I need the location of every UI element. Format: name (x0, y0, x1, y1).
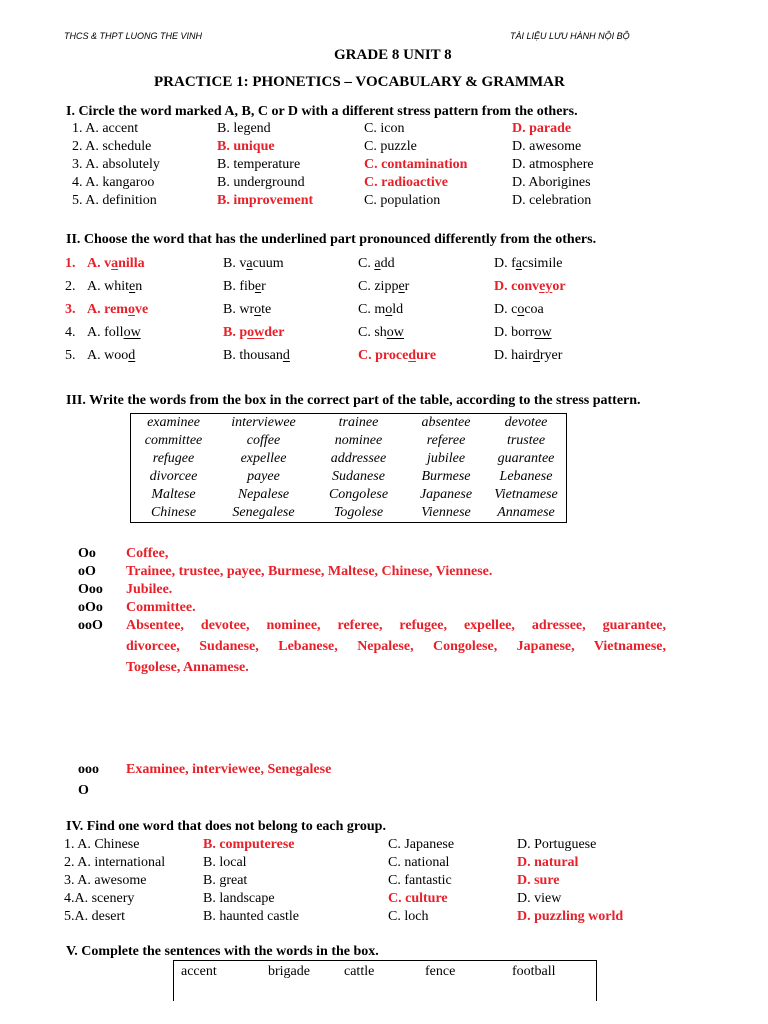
header-school: THCS & THPT LUONG THE VINH (64, 31, 203, 41)
option-b: B. underground (217, 175, 305, 190)
word-box (130, 413, 567, 523)
option-a: 5.A. desert (64, 909, 126, 924)
stress-pattern-label: oO (78, 564, 96, 579)
option-b: B. local (203, 855, 247, 870)
word-box-cell: devotee (504, 415, 548, 430)
option-a: A. remove (87, 302, 149, 317)
word-box-row (131, 432, 567, 450)
option-a: 4.A. scenery (64, 891, 135, 906)
word-box-cell: Togolese (333, 505, 384, 520)
option-b: B. temperature (217, 157, 301, 172)
underlined-sound: a (111, 256, 119, 271)
option-b: B. vacuum (223, 256, 284, 271)
word-box-cell: examinee (147, 415, 200, 430)
stress-pattern-label: Ooo (78, 582, 103, 597)
option-c: C. Japanese (388, 837, 455, 852)
option-d: D. facsimile (494, 256, 563, 271)
option-c: C. puzzle (364, 139, 417, 154)
option-a: A. vanilla (87, 256, 145, 271)
word-box-5 (173, 960, 597, 1001)
word-box-item: brigade (268, 964, 310, 979)
stress-pattern-label: O (78, 783, 89, 798)
word-box-cell: Nepalese (237, 487, 290, 502)
stress-pattern-answer: Trainee, trustee, payee, Burmese, Maltese, Chinese, Viennese. (126, 564, 493, 579)
option-b: B. landscape (203, 891, 275, 906)
option-a: 1. A. accent (72, 121, 139, 136)
option-c: C. icon (364, 121, 405, 136)
stress-pattern-answer: Jubilee. (126, 582, 173, 597)
word-box-row (131, 486, 567, 504)
option-c: C. show (358, 325, 404, 340)
option-b: B. wrote (223, 302, 272, 317)
underlined-sound: a (374, 256, 381, 271)
option-c: C. loch (388, 909, 429, 924)
word-box-cell: Senegalese (232, 505, 295, 520)
option-c: C. national (388, 855, 450, 870)
option-a: 3. A. absolutely (72, 157, 160, 172)
option-b: B. haunted castle (203, 909, 300, 924)
option-c: C. culture (388, 891, 448, 906)
word-box-cell: nominee (334, 433, 383, 448)
word-box-cell: Chinese (150, 505, 197, 520)
option-d: D. parade (512, 121, 572, 136)
option-b: B. legend (217, 121, 271, 136)
word-box-row (131, 414, 567, 433)
question-number: 4. (65, 325, 76, 340)
question-number: 2. (65, 279, 76, 294)
option-c: C. population (364, 193, 441, 208)
word-box-cell: Lebanese (499, 469, 553, 484)
option-d: D. natural (517, 855, 579, 870)
option-c: C. add (358, 256, 395, 271)
option-c: C. procedure (358, 348, 437, 363)
header-note: TÀI LIỆU LƯU HÀNH NỘI BỘ (510, 31, 630, 41)
word-box-cell: coffee (246, 433, 281, 448)
page-subtitle: PRACTICE 1: PHONETICS – VOCABULARY & GRAMMAR (154, 74, 565, 90)
word-box-cell: jubilee (426, 451, 466, 466)
option-b: B. improvement (217, 193, 314, 208)
option-d: D. view (517, 891, 562, 906)
stress-pattern-label: oOo (78, 600, 103, 615)
underlined-sound: e (254, 279, 262, 294)
word-box-cell: refugee (152, 451, 195, 466)
underlined-sound: o (127, 302, 135, 317)
word-box-item: fence (425, 964, 456, 979)
option-a: 4. A. kangaroo (72, 175, 155, 190)
option-b: B. thousand (223, 348, 290, 363)
option-c: C. zipper (358, 279, 410, 294)
word-box-item: football (512, 964, 556, 979)
question-number: 1. (65, 256, 76, 271)
option-d: D. puzzling world (517, 909, 624, 924)
word-box-cell: trainee (338, 415, 379, 430)
option-a: A. wood (87, 348, 136, 363)
word-box-cell: guarantee (497, 451, 555, 466)
option-b: B. unique (217, 139, 275, 154)
option-a: 3. A. awesome (64, 873, 147, 888)
option-a: 5. A. definition (72, 193, 157, 208)
underlined-sound: ow (386, 325, 404, 340)
word-box-cell: Sudanese (332, 469, 385, 484)
option-a: 1. A. Chinese (64, 837, 140, 852)
stress-pattern-label: ooo (78, 762, 99, 777)
option-c: C. radioactive (364, 175, 448, 190)
word-box-cell: Viennese (421, 505, 471, 520)
word-box-row (131, 450, 567, 468)
word-box-cell: payee (247, 469, 280, 484)
underlined-sound: a (246, 256, 253, 271)
page-title: GRADE 8 UNIT 8 (334, 47, 452, 63)
word-box-item: accent (181, 964, 217, 979)
option-b: B. computerese (203, 837, 295, 852)
word-box-cell: Vietnamese (494, 487, 558, 502)
word-box-cell: Annamese (497, 505, 555, 520)
underlined-sound: e (129, 279, 136, 294)
option-d: D. hairdryer (494, 348, 563, 363)
underlined-sound: ow (534, 325, 552, 340)
stress-pattern-answer: divorcee, Sudanese, Lebanese, Nepalese, Congolese, Japanese, Vietnamese, (126, 639, 666, 654)
question-number: 3. (65, 302, 76, 317)
word-box-item: cattle (344, 964, 375, 979)
section-3-heading: III. Write the words from the box in the correct part of the table, according to the stress pattern. (66, 393, 641, 408)
underlined-sound: ow (247, 325, 265, 340)
underlined-sound: ey (539, 279, 553, 294)
word-box-cell: Japanese (419, 487, 473, 502)
word-box-cell: Burmese (421, 469, 471, 484)
stress-pattern-answer: Coffee, (126, 546, 169, 561)
word-box-cell: Maltese (151, 487, 196, 502)
option-d: D. Portuguese (517, 837, 597, 852)
option-d: D. borrow (494, 325, 552, 340)
option-c: C. mold (358, 302, 404, 317)
word-box-cell: expellee (240, 451, 287, 466)
stress-pattern-answer: Absentee, devotee, nominee, referee, refugee, expellee, adressee, guarantee, (126, 618, 666, 633)
option-b: B. great (203, 873, 248, 888)
word-box-cell: Congolese (328, 487, 389, 502)
option-d: D. sure (517, 873, 560, 888)
option-d: D. awesome (512, 139, 582, 154)
word-box-cell: referee (426, 433, 466, 448)
option-a: A. follow (87, 325, 141, 340)
underlined-sound: o (385, 302, 393, 317)
option-c: C. fantastic (388, 873, 452, 888)
option-d: D. conveyor (494, 279, 566, 294)
section-1-heading: I. Circle the word marked A, B, C or D with a different stress pattern from the others. (66, 104, 578, 119)
underlined-sound: d (408, 348, 417, 363)
option-a: A. whiten (87, 279, 143, 294)
option-d: D. atmosphere (512, 157, 594, 172)
option-b: B. fiber (223, 279, 266, 294)
section-2-heading: II. Choose the word that has the underlined part pronounced differently from the others. (66, 232, 597, 247)
word-box-cell: divorcee (149, 469, 198, 484)
option-d: D. celebration (512, 193, 592, 208)
option-b: B. powder (223, 325, 285, 340)
option-a: 2. A. schedule (72, 139, 152, 154)
stress-pattern-label: Oo (78, 546, 96, 561)
section-4-heading: IV. Find one word that does not belong to each group. (66, 819, 386, 834)
word-box-row (131, 468, 567, 486)
word-box-cell: addressee (330, 451, 387, 466)
underlined-sound: d (532, 348, 540, 363)
underlined-sound: e (398, 279, 405, 294)
word-box-cell: committee (144, 433, 203, 448)
word-box-cell: trustee (506, 433, 546, 448)
word-box-row (131, 504, 567, 523)
word-box-cell: interviewee (231, 415, 296, 430)
option-d: D. Aborigines (512, 175, 591, 190)
option-d: D. cocoa (494, 302, 544, 317)
stress-pattern-label: ooO (78, 618, 103, 633)
option-a: 2. A. international (64, 855, 166, 870)
section-5-heading: V. Complete the sentences with the words in the box. (66, 944, 379, 959)
underlined-sound: d (282, 348, 290, 363)
stress-pattern-answer: Committee. (126, 600, 196, 615)
underlined-sound: o (517, 302, 525, 317)
question-number: 5. (65, 348, 76, 363)
underlined-sound: ow (123, 325, 141, 340)
word-box-cell: absentee (421, 415, 471, 430)
option-c: C. contamination (364, 157, 468, 172)
stress-pattern-answer: Examinee, interviewee, Senegalese (126, 762, 332, 777)
underlined-sound: a (515, 256, 522, 271)
underlined-sound: o (254, 302, 262, 317)
stress-pattern-answer: Togolese, Annamese. (126, 660, 249, 675)
underlined-sound: d (128, 348, 136, 363)
